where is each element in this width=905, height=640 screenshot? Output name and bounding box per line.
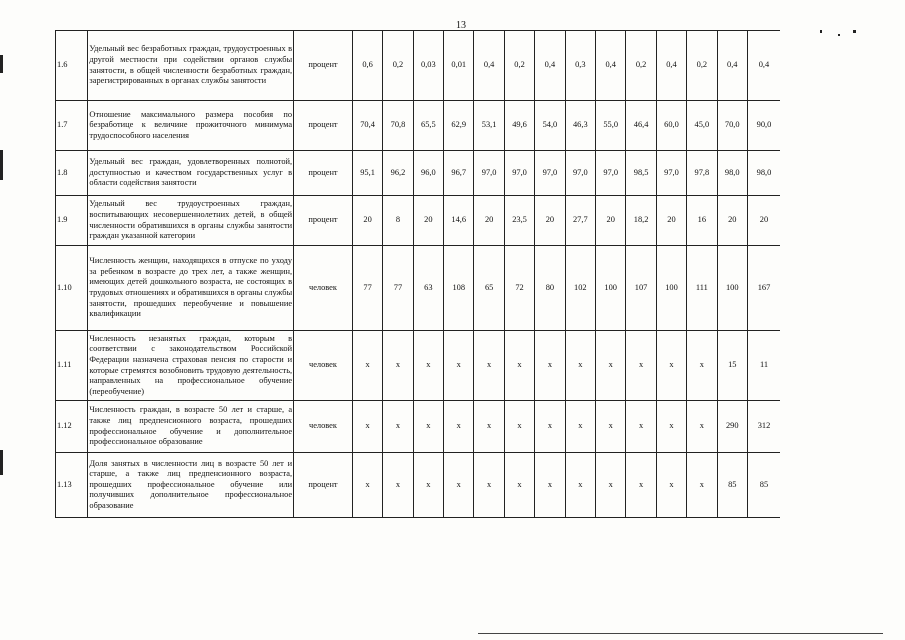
row-number: 1.11 (56, 331, 88, 401)
value-cell: 46,3 (565, 101, 595, 151)
value-cell: 54,0 (535, 101, 565, 151)
value-cell: x (444, 453, 474, 518)
value-cell: x (535, 331, 565, 401)
value-cell: 90,0 (747, 101, 780, 151)
value-cell: 20 (596, 196, 626, 246)
table-row (56, 196, 781, 246)
value-cell: 0,4 (596, 31, 626, 101)
unit-cell: процент (294, 101, 353, 151)
indicator-name: Отношение максимального размера пособия по безработице к величине прожиточного минимума трудоспособного населения (88, 101, 294, 151)
value-cell: 20 (717, 196, 747, 246)
indicator-name: Численность незанятых граждан, которым в соответствии с законодательством Российской Федерации назначена страховая пенсия по старости и которые стремятся возобновить трудовую деятельность, направленных на профессиональное обучение (переобучение) (88, 331, 294, 401)
value-cell: 14,6 (444, 196, 474, 246)
scan-mark (853, 30, 856, 33)
row-number: 1.8 (56, 151, 88, 196)
value-cell: x (383, 331, 413, 401)
value-cell: x (444, 331, 474, 401)
value-cell: x (565, 331, 595, 401)
indicator-name: Численность женщин, находящихся в отпуске по уходу за ребенком в возрасте до трех лет, а также женщин, имеющих детей дошкольного возраста, не состоящих в трудовых отношениях и обратившихся в органы службы занятости, прошедших переобучение и повышение квалификации (88, 246, 294, 331)
value-cell: 63 (413, 246, 443, 331)
scan-mark (0, 450, 3, 475)
value-cell: x (656, 331, 686, 401)
value-cell: 97,0 (656, 151, 686, 196)
value-cell: 49,6 (504, 101, 534, 151)
unit-cell: человек (294, 401, 353, 453)
page-number: 13 (456, 20, 466, 31)
value-cell: 18,2 (626, 196, 656, 246)
value-cell: x (596, 401, 626, 453)
value-cell: 0,4 (474, 31, 504, 101)
value-cell: 96,2 (383, 151, 413, 196)
indicator-name: Удельный вес граждан, удовлетворенных полнотой, доступностью и качеством государственных услуг в области содействия занятости (88, 151, 294, 196)
value-cell: 108 (444, 246, 474, 331)
value-cell: 0,2 (383, 31, 413, 101)
value-cell: 80 (535, 246, 565, 331)
row-number: 1.7 (56, 101, 88, 151)
value-cell: 20 (656, 196, 686, 246)
value-cell: x (474, 331, 504, 401)
value-cell: x (474, 453, 504, 518)
table-row (56, 246, 781, 331)
value-cell: 20 (474, 196, 504, 246)
value-cell: 55,0 (596, 101, 626, 151)
unit-cell: процент (294, 453, 353, 518)
value-cell: x (383, 453, 413, 518)
bottom-rule (478, 633, 883, 634)
value-cell: 102 (565, 246, 595, 331)
value-cell: 0,4 (656, 31, 686, 101)
value-cell: x (656, 401, 686, 453)
value-cell: 53,1 (474, 101, 504, 151)
value-cell: 72 (504, 246, 534, 331)
value-cell: 16 (687, 196, 717, 246)
value-cell: 0,4 (717, 31, 747, 101)
value-cell: 23,5 (504, 196, 534, 246)
value-cell: x (656, 453, 686, 518)
value-cell: 290 (717, 401, 747, 453)
indicator-name: Численность граждан, в возрасте 50 лет и старше, а также лиц предпенсионного возраста, прошедших профессиональное обучение и дополнительное профессиональное образование (88, 401, 294, 453)
value-cell: x (352, 401, 382, 453)
value-cell: x (352, 453, 382, 518)
row-number: 1.10 (56, 246, 88, 331)
value-cell: 85 (717, 453, 747, 518)
row-number: 1.6 (56, 31, 88, 101)
value-cell: x (596, 453, 626, 518)
value-cell: 85 (747, 453, 780, 518)
value-cell: 98,5 (626, 151, 656, 196)
value-cell: 111 (687, 246, 717, 331)
table-row (56, 401, 781, 453)
value-cell: 20 (535, 196, 565, 246)
value-cell: 96,0 (413, 151, 443, 196)
value-cell: 0,6 (352, 31, 382, 101)
unit-cell: процент (294, 31, 353, 101)
value-cell: 45,0 (687, 101, 717, 151)
value-cell: 62,9 (444, 101, 474, 151)
value-cell: 0,2 (626, 31, 656, 101)
value-cell: 0,2 (504, 31, 534, 101)
value-cell: x (687, 453, 717, 518)
value-cell: x (413, 331, 443, 401)
table-row (56, 31, 781, 101)
value-cell: 0,4 (747, 31, 780, 101)
value-cell: x (352, 331, 382, 401)
value-cell: x (565, 401, 595, 453)
value-cell: 8 (383, 196, 413, 246)
unit-cell: человек (294, 246, 353, 331)
value-cell: 97,0 (474, 151, 504, 196)
value-cell: 0,01 (444, 31, 474, 101)
indicators-table (55, 30, 780, 518)
value-cell: 77 (352, 246, 382, 331)
value-cell: 20 (747, 196, 780, 246)
value-cell: 98,0 (717, 151, 747, 196)
value-cell: x (444, 401, 474, 453)
scan-mark (838, 34, 840, 36)
value-cell: 97,8 (687, 151, 717, 196)
value-cell: x (413, 401, 443, 453)
value-cell: x (626, 401, 656, 453)
value-cell: 15 (717, 331, 747, 401)
value-cell: x (626, 331, 656, 401)
value-cell: 97,0 (565, 151, 595, 196)
value-cell: x (383, 401, 413, 453)
value-cell: 77 (383, 246, 413, 331)
value-cell: 70,0 (717, 101, 747, 151)
value-cell: 312 (747, 401, 780, 453)
row-number: 1.12 (56, 401, 88, 453)
row-number: 1.13 (56, 453, 88, 518)
unit-cell: человек (294, 331, 353, 401)
value-cell: 46,4 (626, 101, 656, 151)
value-cell: 97,0 (596, 151, 626, 196)
value-cell: x (626, 453, 656, 518)
scan-mark (820, 30, 822, 33)
value-cell: 65 (474, 246, 504, 331)
value-cell: 20 (352, 196, 382, 246)
value-cell: 0,4 (535, 31, 565, 101)
scan-mark (0, 55, 3, 73)
table-row (56, 331, 781, 401)
value-cell: 100 (656, 246, 686, 331)
unit-cell: процент (294, 196, 353, 246)
value-cell: 97,0 (504, 151, 534, 196)
value-cell: 65,5 (413, 101, 443, 151)
value-cell: 60,0 (656, 101, 686, 151)
value-cell: 96,7 (444, 151, 474, 196)
value-cell: x (504, 331, 534, 401)
table-row (56, 453, 781, 518)
value-cell: 167 (747, 246, 780, 331)
indicator-name: Удельный вес безработных граждан, трудоустроенных в другой местности при содействии органов службы занятости, в общей численности безработных граждан, зарегистрированных в органах службы занятости (88, 31, 294, 101)
value-cell: x (504, 453, 534, 518)
value-cell: x (504, 401, 534, 453)
value-cell: x (687, 331, 717, 401)
unit-cell: процент (294, 151, 353, 196)
value-cell: x (413, 453, 443, 518)
indicator-name: Удельный вес трудоустроенных граждан, воспитывающих несовершеннолетних детей, в общей численности обратившихся в органы службы занятости граждан указанной категории (88, 196, 294, 246)
value-cell: 0,03 (413, 31, 443, 101)
value-cell: x (535, 453, 565, 518)
value-cell: 0,2 (687, 31, 717, 101)
value-cell: 70,8 (383, 101, 413, 151)
value-cell: x (474, 401, 504, 453)
value-cell: 70,4 (352, 101, 382, 151)
value-cell: 97,0 (535, 151, 565, 196)
value-cell: 100 (596, 246, 626, 331)
value-cell: 98,0 (747, 151, 780, 196)
value-cell: x (565, 453, 595, 518)
indicator-name: Доля занятых в численности лиц в возрасте 50 лет и старше, а также лиц предпенсионного возраста, прошедших профессиональное обучение или получивших дополнительное профессиональное образование (88, 453, 294, 518)
table-row (56, 101, 781, 151)
scan-mark (0, 150, 3, 180)
row-number: 1.9 (56, 196, 88, 246)
value-cell: 11 (747, 331, 780, 401)
value-cell: x (535, 401, 565, 453)
value-cell: 0,3 (565, 31, 595, 101)
value-cell: 100 (717, 246, 747, 331)
value-cell: 107 (626, 246, 656, 331)
value-cell: 20 (413, 196, 443, 246)
value-cell: x (687, 401, 717, 453)
value-cell: 27,7 (565, 196, 595, 246)
value-cell: x (596, 331, 626, 401)
value-cell: 95,1 (352, 151, 382, 196)
table-row (56, 151, 781, 196)
